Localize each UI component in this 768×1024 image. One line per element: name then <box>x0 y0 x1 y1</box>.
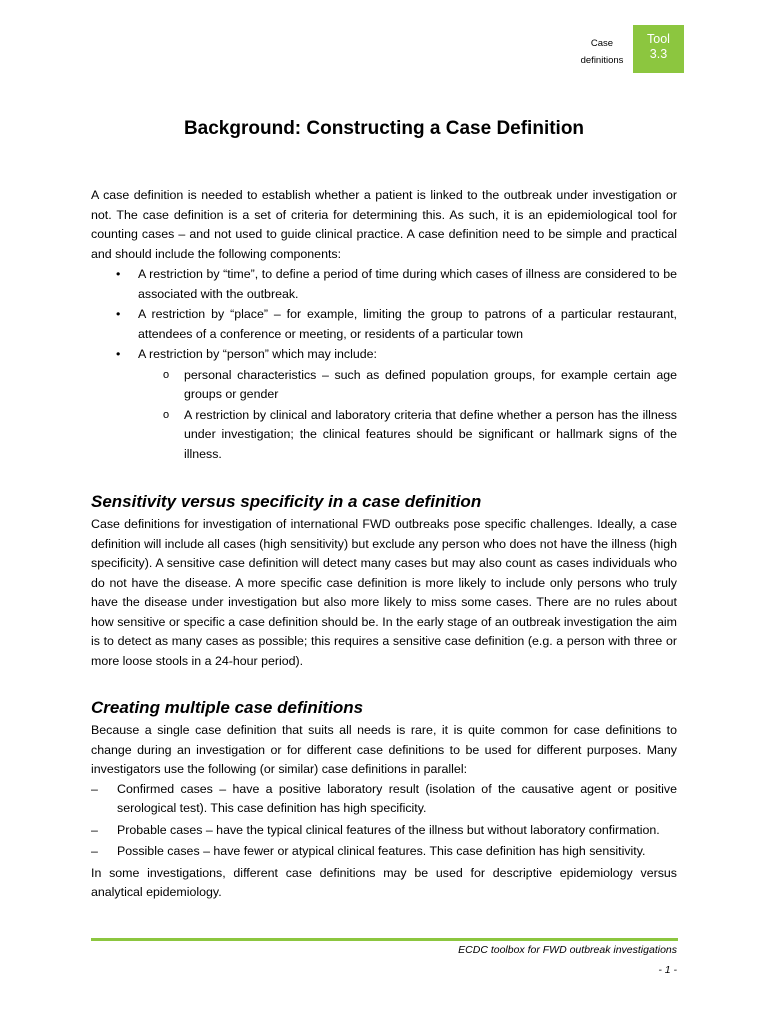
list-item-text: A restriction by “time”, to define a period of time during which cases of illness are considered to be associated with the outbreak. <box>138 267 677 301</box>
tool-badge-line2: 3.3 <box>649 47 668 61</box>
list-item <box>91 305 677 344</box>
header-label-line1: Case <box>590 38 614 49</box>
list-item-text: Confirmed cases – have a positive laboratory result (isolation of the causative agent or positive serological test). This case definition has high specificity. <box>117 781 677 815</box>
section-heading-sensitivity: Sensitivity versus specificity in a case definition <box>91 492 482 511</box>
sub-list-item-text: personal characteristics – such as defined population groups, for example certain age groups or gender <box>184 367 677 401</box>
list-item-text: A restriction by “place” – for example, limiting the group to patrons of a particular restaurant, attendees of a conference or meeting, or residents of a particular town <box>138 307 677 341</box>
tool-badge-line1: Tool <box>647 32 670 46</box>
list-item <box>91 821 677 841</box>
dash-marker: – <box>91 822 98 837</box>
intro-paragraph: A case definition is needed to establish whether a patient is linked to the outbreak under investigation or not. The case definition is a set of criteria for determining this. As such, it is an epidemiological tool for counting cases – and not used to guide clinical practice. A case definition need to be simple and practical and should include the following components: <box>91 188 677 261</box>
sub-bullet-marker: o <box>163 408 170 421</box>
person-sublist <box>91 366 677 465</box>
components-list <box>91 265 677 464</box>
page-number: - 1 - <box>658 964 677 976</box>
header-section-label <box>570 35 634 69</box>
closing-paragraph: In some investigations, different case definitions may be used for descriptive epidemiology versus analytical epidemiology. <box>91 865 677 899</box>
sensitivity-paragraph: Case definitions for investigation of international FWD outbreaks pose specific challenges. Ideally, a case definition will include all cases (high sensitivity) but exclude any person who does not have the illness (high specificity). A sensitive case definition will detect many cases but may also count as cases individuals who do not have the disease. A more specific case definition is more likely to include only persons who truly have the disease under investigation but also more likely to miss some cases. There are no rules about how sensitive or specific a case definition should be. In the early stage of an outbreak investigation the aim is to detect as many cases as possible; this requires a sensitive case definition (e.g. a person with three or more loose stools in a 24-hour period). <box>91 517 677 668</box>
list-item-text: Probable cases – have the typical clinical features of the illness but without laboratory confirmation. <box>117 822 660 837</box>
tool-badge <box>633 25 684 73</box>
footer-text: ECDC toolbox for FWD outbreak investigations <box>458 944 677 956</box>
document-body <box>91 186 677 903</box>
list-item-text: A restriction by “person” which may include: <box>138 347 377 361</box>
list-item <box>91 265 677 304</box>
sub-list-item <box>91 366 677 405</box>
sub-list-item <box>91 406 677 465</box>
list-item <box>91 345 677 464</box>
list-item <box>91 842 677 862</box>
bullet-marker: • <box>116 307 121 321</box>
list-item-text: Possible cases – have fewer or atypical clinical features. This case definition has high sensitivity. <box>117 844 646 858</box>
header-label-line2: definitions <box>580 55 624 66</box>
multiple-paragraph: Because a single case definition that suits all needs is rare, it is quite common for case definitions to change during an investigation or for different case definitions to be used for different purposes. Many investigators use the following (or similar) case definitions in parallel: <box>91 723 677 776</box>
list-item <box>91 780 677 819</box>
section-heading-multiple: Creating multiple case definitions <box>91 698 364 717</box>
footer-rule <box>91 938 678 941</box>
sub-bullet-marker: o <box>163 368 170 381</box>
sub-list-item-text: A restriction by clinical and laboratory criteria that define whether a person has the illness under investigation; the clinical features should be significant or hallmark signs of the illness. <box>184 407 677 461</box>
dash-marker: – <box>91 844 98 858</box>
page-title: Background: Constructing a Case Definition <box>183 118 585 139</box>
bullet-marker: • <box>116 347 121 361</box>
dash-marker: – <box>91 781 98 796</box>
case-types-list <box>91 780 677 862</box>
bullet-marker: • <box>116 267 121 281</box>
